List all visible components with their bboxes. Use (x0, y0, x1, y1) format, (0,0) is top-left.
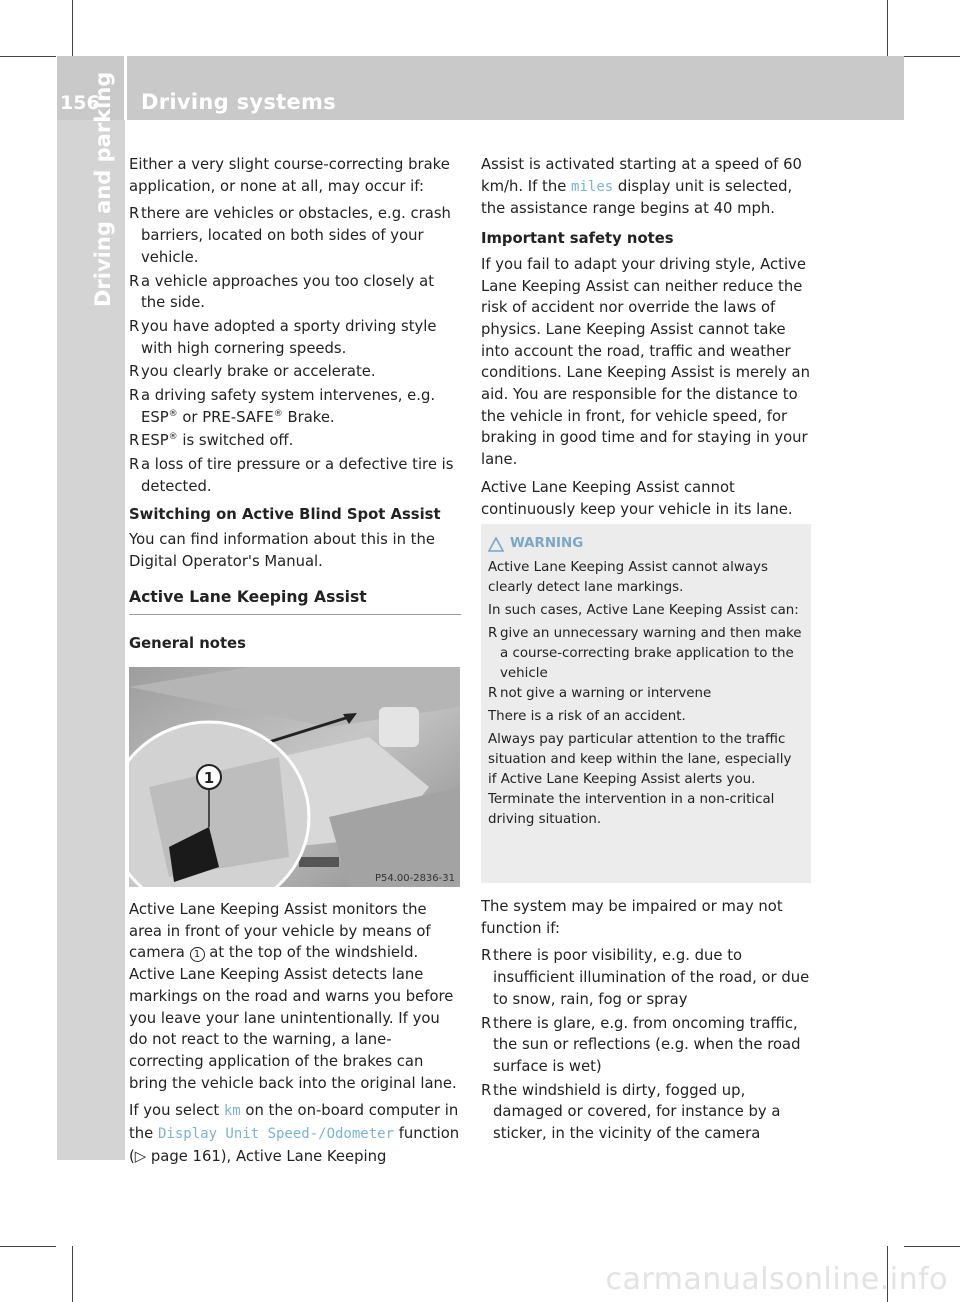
list-item: R not give a warning or intervene (488, 686, 712, 701)
display-unit-menu: Display Unit Speed-/Odometer (158, 1126, 395, 1143)
crop-mark (887, 0, 888, 56)
right-column-lower (481, 896, 813, 1151)
list-item: R there is glare, e.g. from oncoming traffic, the sun or reflections (e.g. when the road surface is wet) (481, 1014, 801, 1075)
warning-header: WARNING (488, 534, 804, 554)
section-heading: Active Lane Keeping Assist (129, 587, 461, 616)
list-item: R there is poor visibility, e.g. due to insufficient illumination of the road, or due to snow, rain, fog or spray (481, 947, 810, 1008)
safety-heading: Important safety notes (481, 230, 674, 248)
left-column (129, 154, 461, 1174)
select-text: If you select km on the on-board computer in the Display Unit Speed-/Odometer function (▷ page 161), Active Lane Keeping (129, 1102, 460, 1165)
blind-spot-heading: Switching on Active Blind Spot Assist (129, 505, 441, 523)
blind-spot-text: You can find information about this in the Digital Operator's Manual. (129, 531, 435, 570)
header-divider (124, 56, 127, 120)
windshield-camera-image (129, 667, 460, 887)
impaired-text: The system may be impaired or may not function if: (481, 898, 783, 937)
crop-mark (72, 0, 73, 56)
watermark: carmanualsonline.info (605, 1262, 948, 1297)
figure-callout: 1 (203, 769, 215, 788)
display-miles: miles (571, 178, 614, 195)
safety-text: If you fail to adapt your driving style, Active Lane Keeping Assist can neither reduce the risk of accident nor override the laws of physics. Lane Keeping Assist cannot take into account the road, traffic and weather conditions. Lane Keeping Assist is merely an aid. You are responsible for the distance to the vehicle in front, for vehicle speed, for braking in good time and for staying in your lane. (481, 255, 810, 469)
page-title: Driving systems (141, 90, 337, 114)
list-item: R the windshield is dirty, fogged up, damaged or covered, for instance by a sticker, in the vicinity of the camera (481, 1081, 781, 1143)
callout-icon: 1 (190, 947, 205, 962)
figure-code: P54.00-2836-31 (374, 873, 455, 885)
warning-text: There is a risk of an accident. (488, 709, 686, 724)
crop-mark (72, 1246, 73, 1302)
activation-text: Assist is activated starting at a speed of 60 km/h. If the miles display unit is selected, the assistance range begins at 40 mph. (481, 156, 802, 218)
crop-mark (904, 56, 960, 57)
page-ref-arrow-icon: ▷ (134, 1147, 147, 1165)
camera-illustration (129, 667, 460, 887)
page-number: 156 (60, 92, 100, 114)
list-item: R give an unnecessary warning and then make a course-correcting brake application to the vehicle (488, 626, 802, 681)
list-item: R a loss of tire pressure or a defective tire is detected. (129, 456, 454, 495)
warning-text: Active Lane Keeping Assist cannot always clearly detect lane markings. (488, 560, 768, 595)
warning-text: In such cases, Active Lane Keeping Assist can: (488, 603, 799, 618)
cannot-text: Active Lane Keeping Assist cannot continuously keep your vehicle in its lane. (481, 478, 793, 518)
list-item: R there are vehicles or obstacles, e.g. crash barriers, located on both sides of your vehicle. (129, 205, 451, 266)
crop-mark (904, 1246, 960, 1247)
warning-box (481, 524, 811, 883)
list-item: R a driving safety system intervenes, e.g. ESP® or PRE-SAFE® Brake. (129, 387, 436, 426)
chapter-tab-label: Driving and parking (91, 71, 115, 307)
right-column (481, 154, 813, 526)
crop-mark (0, 1246, 56, 1247)
warning-list (488, 624, 804, 704)
list-item: R a vehicle approaches you too closely at the side. (129, 272, 434, 312)
list-item: R ESP® is switched off. (129, 432, 294, 450)
list-item: R you have adopted a sporty driving style with high cornering speeds. (129, 317, 437, 357)
impaired-list (481, 945, 813, 1144)
warning-text: Always pay particular attention to the traffic situation and keep within the lane, especially if Active Lane Keeping Assist alerts you. Terminate the intervention in a non-critical driving situation. (488, 732, 792, 827)
condition-list (129, 203, 461, 497)
crop-mark (0, 56, 56, 57)
general-notes-heading: General notes (129, 635, 246, 653)
warning-triangle-icon (488, 537, 504, 552)
display-km: km (223, 1103, 241, 1120)
intro-text: Either a very slight course-correcting brake application, or none at all, may occur if: (129, 156, 450, 195)
monitor-text: Active Lane Keeping Assist monitors the area in front of your vehicle by means of camera 1 at the top of the windshield. Active Lane Keeping Assist detects lane markings on the road and warns you before you leave your lane unintentionally. If you do not react to the warning, a lane-correcting application of the brakes can bring the vehicle back into the original lane. (129, 901, 457, 1092)
list-item: R you clearly brake or accelerate. (129, 363, 376, 381)
